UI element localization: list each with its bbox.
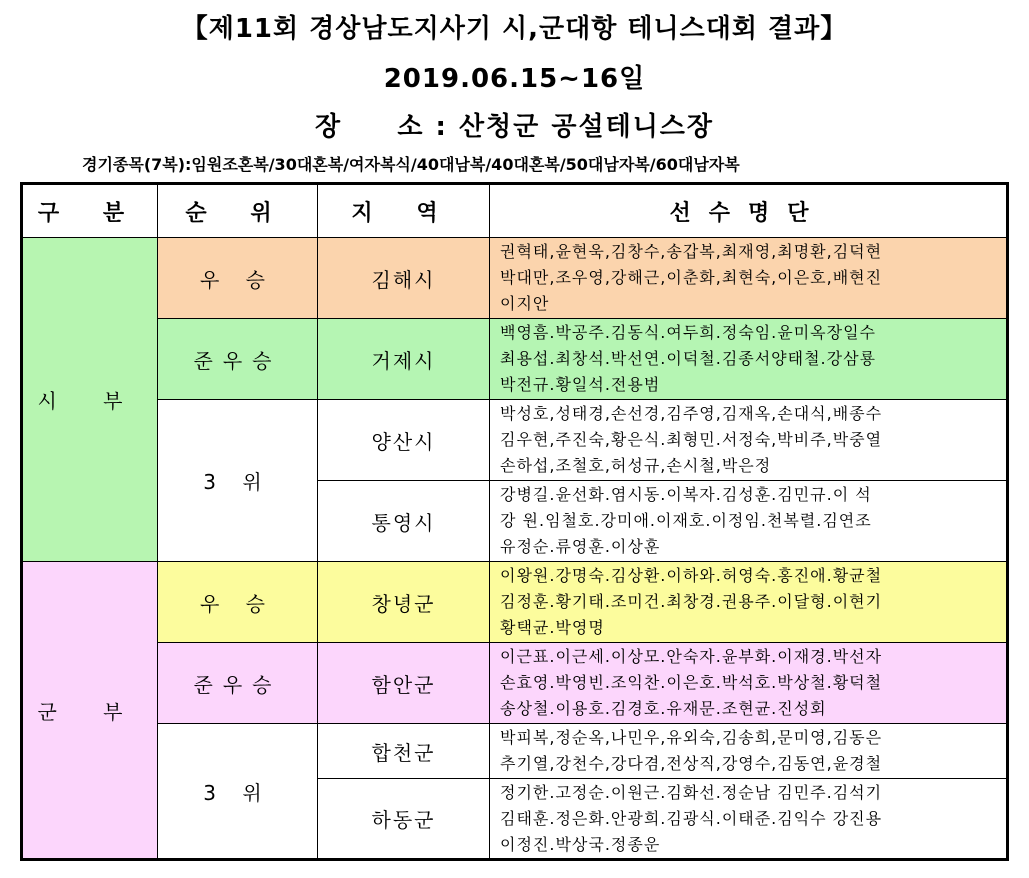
player-list-line: 이근표.이근세.이상모.안숙자.윤부화.이재경.박선자 <box>500 647 883 666</box>
player-list-line: 정기한.고정순.이원근.김화선.정순남 김민주.김석기 <box>500 782 883 802</box>
table-row <box>22 319 1008 400</box>
player-list-line: 박대만,조우영,강해근,이춘화,최현숙,이은호,배현진 <box>500 268 883 287</box>
region-name: 하동군 <box>318 779 490 860</box>
table-row <box>22 724 1008 779</box>
document-title: 【제11회 경상남도지사기 시,군대항 테니스대회 결과】 <box>181 14 848 44</box>
table-row <box>22 400 1008 481</box>
table-row <box>22 643 1008 724</box>
player-list-line: 손효영.박영빈.조익찬.이은호.박석호.박상철.황덕철 <box>500 673 883 692</box>
player-list-line: 송상철.이용호.김경호.유재문.조현균.진성회 <box>500 699 827 718</box>
column-header-division: 구 분 <box>22 184 158 238</box>
region-name: 합천군 <box>318 724 490 779</box>
player-list <box>490 481 1008 562</box>
player-list-line: 강 원.임철호.강미애.이재호.이정임.천복렬.김연조 <box>500 511 872 530</box>
player-list-line: 김우현,주진숙,황은식.최형민.서정숙,박비주,박중열 <box>500 430 883 449</box>
player-list <box>490 643 1008 724</box>
event-categories: 경기종목(7복):임원조혼복/30대혼복/여자복식/40대남복/40대혼복/50대남자복/60대남자복 <box>82 155 740 174</box>
rank-label: 3 위 <box>158 724 318 860</box>
player-list-line: 이지안 <box>500 294 550 313</box>
region-name: 양산시 <box>318 400 490 481</box>
player-list-line: 강병길.윤선화.염시동.이복자.김성훈.김민규.이 석 <box>500 485 872 504</box>
rank-label: 준우승 <box>158 643 318 724</box>
player-list-line: 권혁태,윤현욱,김창수,송갑복,최재영,최명환,김덕현 <box>500 242 883 261</box>
results-table-body <box>22 238 1008 860</box>
division-label: 군 부 <box>22 562 158 860</box>
player-list-line: 박성호,성태경,손선경,김주영,김재옥,손대식,배종수 <box>500 404 883 423</box>
column-header-rank: 순 위 <box>158 184 318 238</box>
player-list-line: 추기열,강천수,강다겸,전상직,강영수,김동연,윤경철 <box>500 754 883 773</box>
player-list <box>490 562 1008 643</box>
rank-label: 우 승 <box>158 562 318 643</box>
rank-label: 준우승 <box>158 319 318 400</box>
region-name: 통영시 <box>318 481 490 562</box>
table-row <box>22 238 1008 319</box>
player-list-line: 이왕원.강명숙.김상환.이하와.허영숙.홍진애.황균철 <box>500 566 883 585</box>
region-name: 창녕군 <box>318 562 490 643</box>
player-list <box>490 319 1008 400</box>
region-name: 함안군 <box>318 643 490 724</box>
player-list-line: 이정진.박상국.정종운 <box>500 834 661 854</box>
player-list-line: 박전규.황일석.전용범 <box>500 375 661 394</box>
column-header-region: 지 역 <box>318 184 490 238</box>
region-name: 김해시 <box>318 238 490 319</box>
player-list-line: 김정훈.황기태.조미건.최창경.권용주.이달형.이현기 <box>500 592 883 611</box>
rank-label: 3 위 <box>158 400 318 562</box>
division-label: 시 부 <box>22 238 158 562</box>
player-list-line: 김태훈.정은화.안광희.김광식.이태준.김익수 강진용 <box>500 808 883 828</box>
results-table <box>20 182 1009 861</box>
event-date: 2019.06.15~16일 <box>383 64 646 94</box>
player-list-line: 황택균.박영명 <box>500 618 605 637</box>
player-list-line: 최용섭.최창석.박선연.이덕철.김종서양태철.강삼룡 <box>500 349 877 368</box>
region-name: 거제시 <box>318 319 490 400</box>
player-list <box>490 724 1008 779</box>
table-row <box>22 562 1008 643</box>
player-list <box>490 238 1008 319</box>
event-venue: 장 소 : 산청군 공설테니스장 <box>314 112 715 142</box>
player-list <box>490 779 1008 860</box>
player-list-line: 박피복,정순옥,나민우,유외숙,김송희,문미영,김동은 <box>500 728 883 747</box>
player-list-line: 유정순.류영훈.이상훈 <box>500 537 661 556</box>
player-list <box>490 400 1008 481</box>
player-list-line: 백영흠.박공주.김동식.여두희.정숙임.윤미옥장일수 <box>500 323 877 342</box>
table-header-row <box>22 184 1008 238</box>
column-header-players: 선수명단 <box>490 184 1008 238</box>
rank-label: 우 승 <box>158 238 318 319</box>
player-list-line: 손하섭,조철호,허성규,손시철,박은정 <box>500 456 772 475</box>
